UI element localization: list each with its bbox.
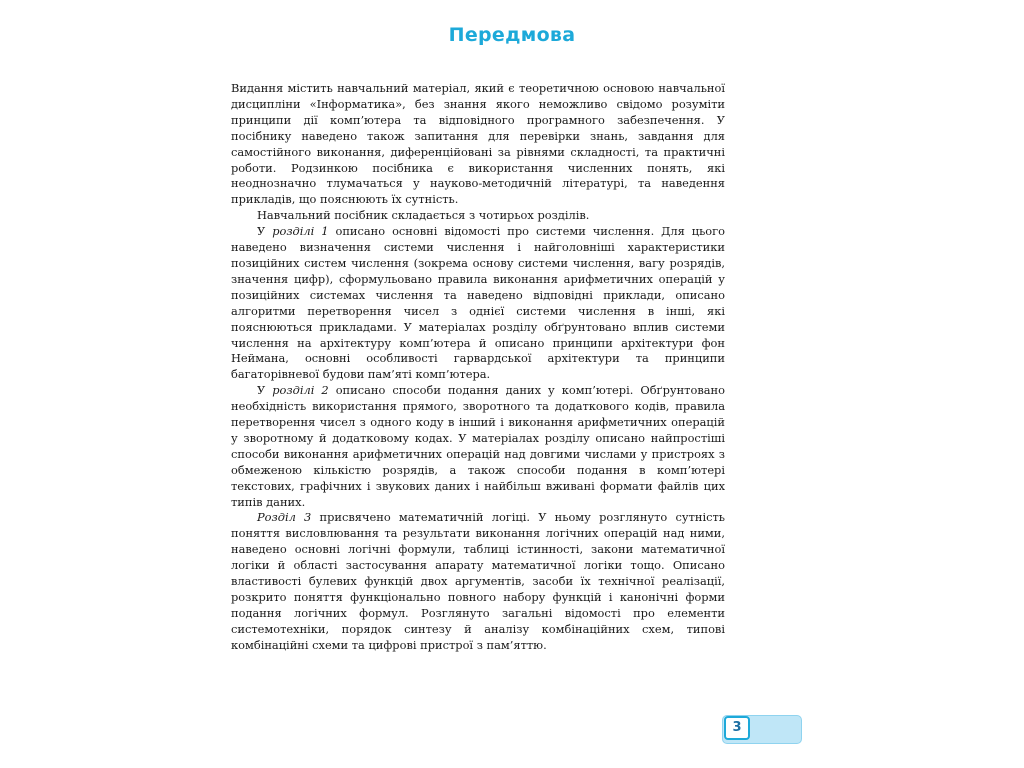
text-run: У bbox=[257, 224, 273, 239]
text-run: присвячено математичній логіці. У ньому розглянуто сутність поняття висловлювання та результати виконання логічних операцій над ними, наведено основні логічні формули, таблиці істинності, закони математичної логіки й області застосування апарату математичної логіки тощо. Описано властивості булевих функцій двох аргументів, засоби їх технічної реалізації, розкрито поняття функціонально повного набору функцій і канонічні форми подання логічних формул. Розглянуто загальні відомості про елементи системотехніки, порядок синтезу й аналізу комбінаційних схем, типові комбінаційні схеми та цифрові пристрої з пам’яттю. bbox=[231, 510, 725, 652]
text-run: Навчальний посібник складається з чотирьох розділів. bbox=[257, 208, 590, 223]
page-number: 3 bbox=[724, 716, 750, 740]
paragraph bbox=[231, 383, 725, 510]
text-run: У bbox=[257, 383, 273, 398]
text-run: описано основні відомості про системи числення. Для цього наведено визначення системи числення і найголовніші характеристики позиційних систем числення (зокрема основу системи числення, вагу розрядів, значення цифр), сформульовано правила виконання арифметичних операцій у позиційних системах числення та наведено відповідні приклади, описано алгоритми перетворення чисел з однієї системи числення в інші, які пояснюються прикладами. У матеріалах розділу обґрунтовано вплив системи числення на архітектуру комп’ютера й описано принципи архітектури фон Неймана, основні особливості гарвардської архітектури та принципи багаторівневої будови пам’яті комп’ютера. bbox=[231, 224, 725, 382]
paragraph bbox=[231, 81, 725, 208]
paragraph bbox=[231, 510, 725, 653]
italic-run: розділі 1 bbox=[272, 224, 329, 239]
text-run: описано способи подання даних у комп’ютері. Обґрунтовано необхідність використання прямого, зворотного та додаткового кодів, правила перетворення чисел з одного коду в інший і виконання арифметичних операцій у зворотному й додатковому кодах. У матеріалах розділу описано найпростіші способи виконання арифметичних операцій над довгими числами у пристроях з обмеженою кількістю розрядів, а також способи подання в комп’ютері текстових, графічних і звукових даних і найбільш вживані формати файлів цих типів даних. bbox=[231, 383, 725, 509]
italic-run: розділі 2 bbox=[272, 383, 329, 398]
text-run: Видання містить навчальний матеріал, який є теоретичною основою навчальної дисципліни «Інформатика», без знання якого неможливо свідомо розуміти принципи дії комп’ютера та відповідного програмного забезпечення. У посібнику наведено також запитання для перевірки знань, завдання для самостійного виконання, диференційовані за рівнями складності, та практичні роботи. Родзинкою посібника є використання численних понять, які неоднозначно тлумачаться у науково-методичній літературі, та наведення прикладів, що пояснюють їх сутність. bbox=[231, 81, 725, 207]
body-text bbox=[231, 81, 725, 654]
page-title: Передмова bbox=[448, 24, 576, 46]
italic-run: Розділ 3 bbox=[257, 510, 312, 525]
paragraph bbox=[231, 208, 725, 224]
book-page bbox=[222, 0, 802, 768]
paragraph bbox=[231, 224, 725, 383]
